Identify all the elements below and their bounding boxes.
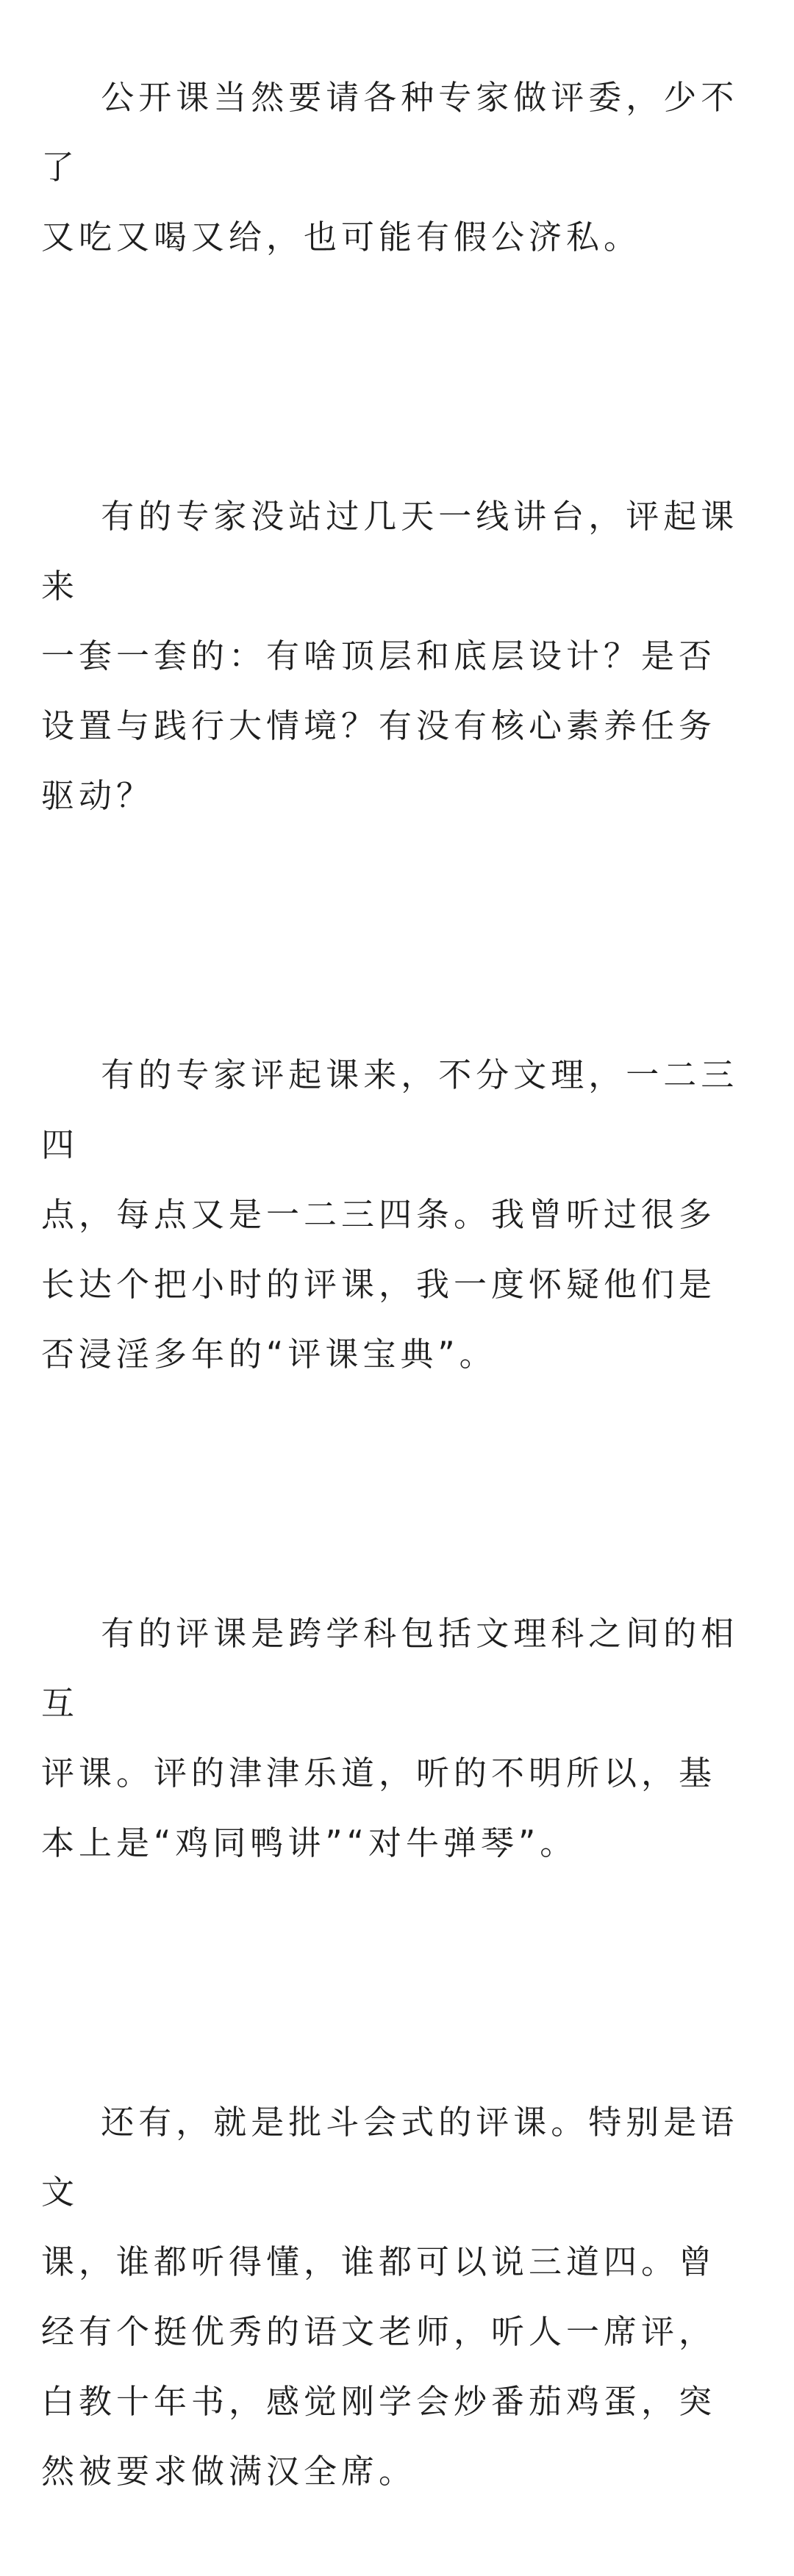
text-line: 评课。评的津津乐道，听的不明所以，基 <box>41 1754 717 1793</box>
text-line: 设置与践行大情境？有没有核心素养任务 <box>41 706 717 745</box>
text-line: 点，每点又是一二三四条。我曾听过很多 <box>41 1195 717 1234</box>
text-line: 驱动？ <box>41 776 154 815</box>
paragraph <box>41 970 762 1459</box>
text-line: 本上是“鸡同鸭讲”“对牛弹琴”。 <box>41 1823 578 1862</box>
paragraph <box>41 2017 762 2576</box>
text-line: 否浸淫多年的“评课宝典”。 <box>41 1335 497 1374</box>
text-line: 白教十年书，感觉刚学会炒番茄鸡蛋，突 <box>41 2382 717 2421</box>
text-line: 一套一套的：有啥顶层和底层设计？是否 <box>41 636 717 675</box>
text-line: 有的专家没站过几天一线讲台，评起课来 <box>41 497 739 606</box>
paragraph <box>41 1529 762 1948</box>
text-line: 长达个把小时的评课，我一度怀疑他们是 <box>41 1265 717 1304</box>
text-line: 有的专家评起课来，不分文理，一二三四 <box>41 1055 739 1164</box>
text-line: 还有，就是批斗会式的评课。特别是语文 <box>41 2103 739 2211</box>
article-body <box>41 0 762 2576</box>
text-line: 又吃又喝又给，也可能有假公济私。 <box>41 218 642 256</box>
paragraph <box>41 412 762 900</box>
text-line: 有的评课是跨学科包括文理科之间的相互 <box>41 1614 739 1723</box>
paragraph <box>41 0 762 342</box>
text-line: 然被要求做满汉全席。 <box>41 2452 417 2491</box>
text-line: 经有个挺优秀的语文老师，听人一席评， <box>41 2312 717 2351</box>
text-line: 公开课当然要请各种专家做评委，少不了 <box>41 78 739 187</box>
text-line: 课，谁都听得懂，谁都可以说三道四。曾 <box>41 2242 717 2281</box>
